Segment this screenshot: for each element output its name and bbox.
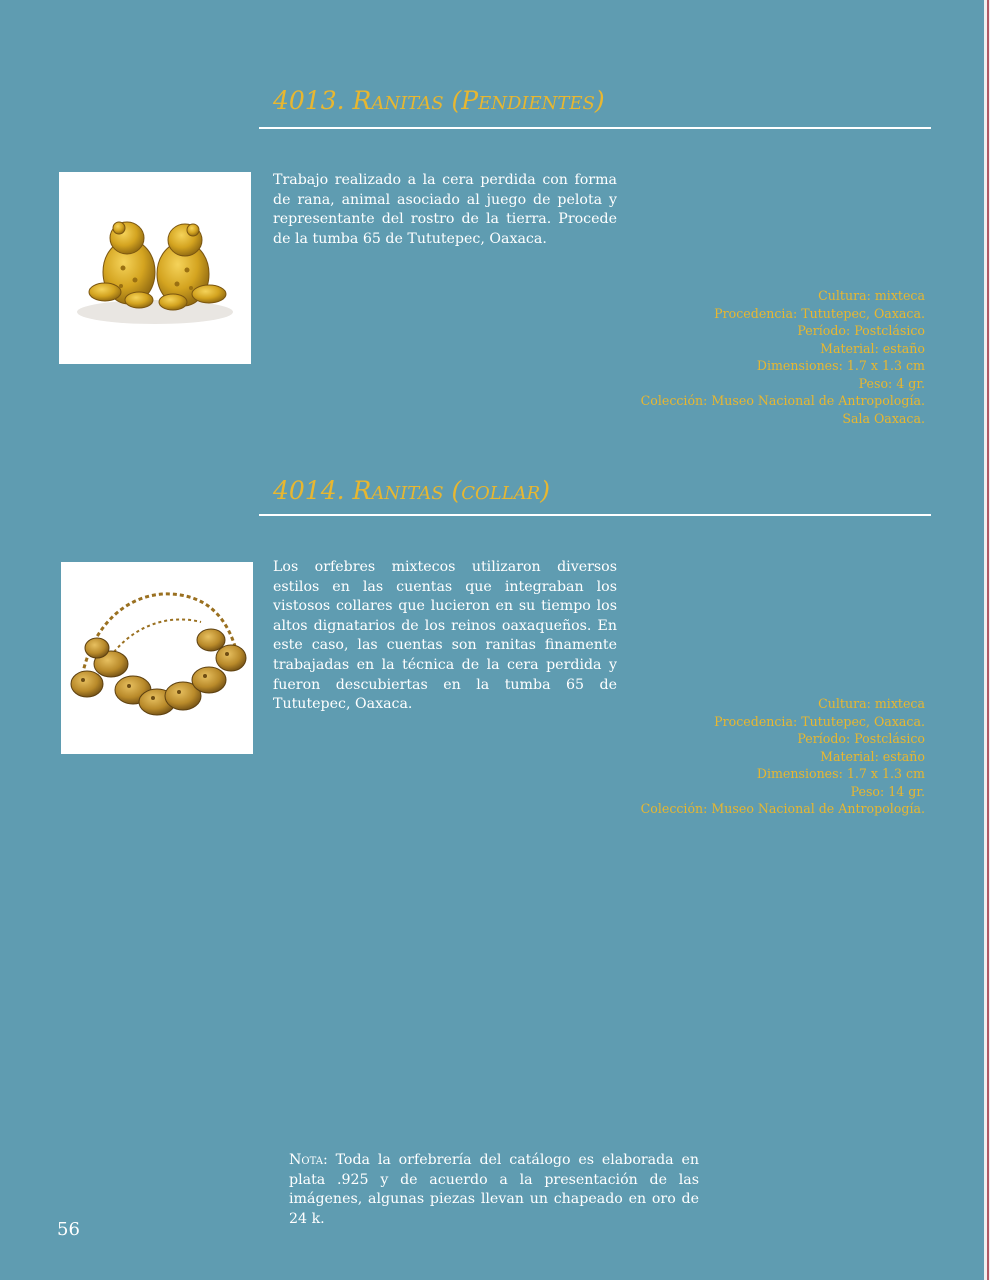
spec-provenance: Procedencia: Tututepec, Oaxaca.	[714, 713, 925, 729]
frog-earrings-photo	[59, 172, 251, 364]
spec-culture: Cultura: mixteca	[818, 288, 925, 303]
note-label: Nota:	[289, 1152, 328, 1168]
item-specs-list	[641, 695, 925, 818]
spec-collection: Colección: Museo Nacional de Antropología.	[640, 393, 925, 408]
item-specs-list	[641, 287, 925, 427]
page-edge-line	[987, 0, 989, 1280]
item-description: Trabajo realizado a la cera perdida con forma de rana, animal asociado al juego de pelota y representante del rostro de la tierra. Procede de la tumba 65 de Tututepec, Oaxaca.	[273, 172, 617, 247]
spec-weight: Peso: 14 gr.	[850, 783, 925, 799]
frog-necklace-photo	[61, 562, 253, 754]
note-text: Toda la orfebrería del catálogo es elaborada en plata .925 y de acuerdo a la presentación de las imágenes, algunas piezas llevan un chapeado en oro de 24 k.	[289, 1152, 699, 1227]
spec-period: Período: Postclásico	[797, 731, 925, 746]
catalog-note	[289, 1151, 699, 1229]
spec-dimensions: Dimensiones: 1.7 x 1.3 cm	[756, 358, 925, 373]
item-title: 4014. Ranitas (collar)	[273, 476, 550, 505]
spec-period: Período: Postclásico	[797, 323, 925, 338]
title-divider	[259, 514, 931, 516]
item-description: Los orfebres mixtecos utilizaron diversos estilos en las cuentas que integraban los vistosos collares que lucieron en su tiempo los altos dignatarios de los reinos oaxaqueños. En este caso, las cuentas son ranitas finamente trabajadas en la técnica de la cera perdida y fueron descubiertas en la tumba 65 de Tututepec, Oaxaca.	[273, 559, 617, 713]
spec-provenance: Procedencia: Tututepec, Oaxaca.	[714, 305, 925, 321]
spec-collection: Colección: Museo Nacional de Antropología.	[640, 801, 925, 816]
spec-culture: Cultura: mixteca	[818, 696, 925, 711]
spec-material: Material: estaño	[820, 748, 925, 764]
spec-room: Sala Oaxaca.	[842, 410, 925, 426]
title-divider	[259, 127, 931, 129]
spec-material: Material: estaño	[820, 340, 925, 356]
spec-weight: Peso: 4 gr.	[858, 375, 925, 391]
spec-dimensions: Dimensiones: 1.7 x 1.3 cm	[756, 766, 925, 781]
page-number: 56	[57, 1219, 80, 1240]
item-title: 4013. Ranitas (Pendientes)	[273, 86, 605, 115]
